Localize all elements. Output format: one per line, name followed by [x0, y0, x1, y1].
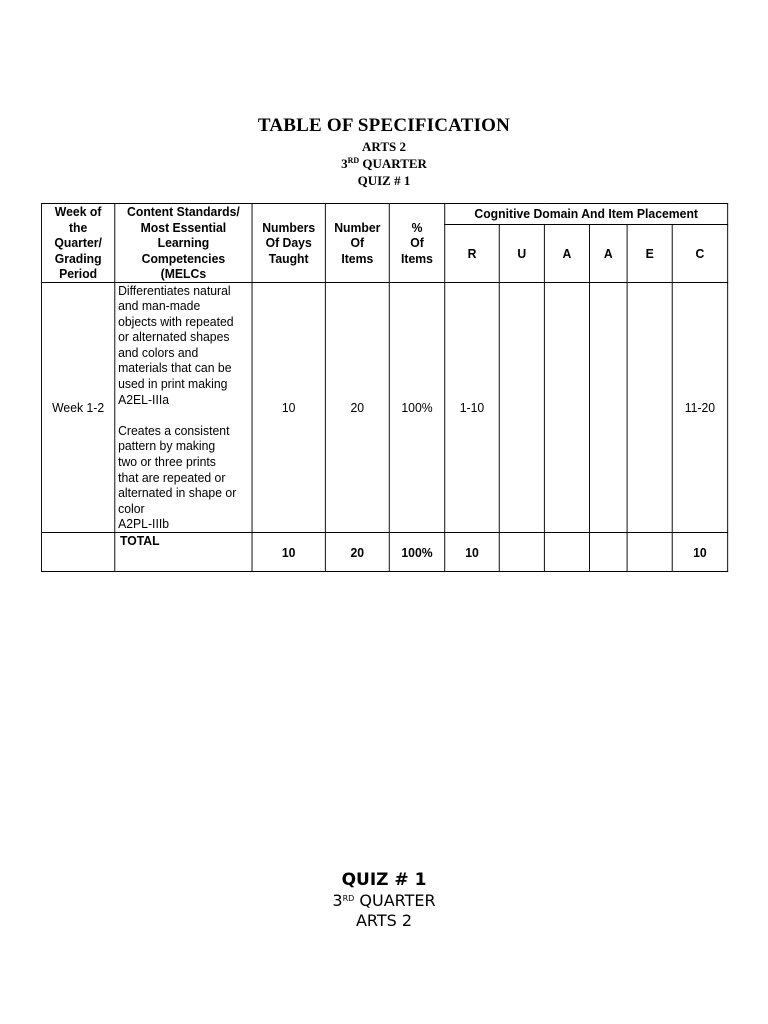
- header-cognitive-domain: Cognitive Domain And Item Placement: [445, 204, 728, 225]
- total-label: TOTAL: [115, 533, 252, 572]
- header-days-taught: Numbers Of Days Taught: [252, 204, 325, 283]
- days-cell: 10: [252, 282, 325, 533]
- total-days-cell: 10: [252, 533, 325, 572]
- total-percent-cell: 100%: [389, 533, 444, 572]
- items-cell: 20: [325, 282, 389, 533]
- total-domain-a2-cell: [589, 533, 627, 572]
- total-domain-r-cell: 10: [445, 533, 500, 572]
- footer-quarter-number: 3: [332, 891, 343, 910]
- domain-c-cell: 11-20: [672, 282, 727, 533]
- total-week-cell: [41, 533, 114, 572]
- header-domain-r: R: [445, 225, 500, 282]
- quarter-line: [0, 155, 768, 172]
- percent-cell: 100%: [389, 282, 444, 533]
- total-domain-u-cell: [499, 533, 544, 572]
- domain-u-cell: [499, 282, 544, 533]
- subject-line: ARTS 2: [362, 139, 406, 154]
- domain-e-cell: [627, 282, 672, 533]
- header-week: Week of the Quarter/ Grading Period: [41, 204, 114, 283]
- header-number-of-items: Number Of Items: [325, 204, 389, 283]
- domain-r-cell: 1-10: [445, 282, 500, 533]
- domain-a1-cell: [544, 282, 589, 533]
- total-domain-a1-cell: [544, 533, 589, 572]
- footer-quiz-title: QUIZ # 1: [341, 870, 427, 890]
- document-title: TABLE OF SPECIFICATION: [257, 115, 511, 136]
- week-cell: Week 1-2: [41, 282, 114, 533]
- quarter-number: 3: [341, 156, 348, 171]
- header-percent-of-items: % Of Items: [389, 204, 444, 283]
- total-domain-e-cell: [627, 533, 672, 572]
- header-domain-u: U: [499, 225, 544, 282]
- domain-a2-cell: [589, 282, 627, 533]
- total-domain-c-cell: 10: [672, 533, 727, 572]
- footer-quarter-line: [0, 891, 768, 911]
- competency-cell: Differentiates natural and man-made objects with repeated or alternated shapes and colors and materials that can be used in print making A2EL-IIIa Creates a consistent pattern by making two or three prints that are repeated or alternated in shape or color A2PL-IIIb: [115, 282, 252, 533]
- quiz-footer: [0, 870, 768, 931]
- header-domain-a1: A: [544, 225, 589, 282]
- quarter-superscript: RD: [347, 156, 360, 165]
- specification-table: [41, 203, 728, 572]
- footer-quarter-label: QUARTER: [354, 891, 436, 910]
- table-row: [41, 282, 727, 533]
- quiz-line: QUIZ # 1: [357, 173, 411, 188]
- header-competencies: Content Standards/ Most Essential Learning Competencies (MELCs: [115, 204, 252, 283]
- header-row-1: [41, 204, 727, 225]
- header-domain-e: E: [627, 225, 672, 282]
- total-items-cell: 20: [325, 533, 389, 572]
- document-header: [0, 114, 768, 189]
- total-row: [41, 533, 727, 572]
- footer-subject-line: ARTS 2: [355, 911, 413, 930]
- header-domain-c: C: [672, 225, 727, 282]
- quarter-label: QUARTER: [359, 156, 427, 171]
- header-domain-a2: A: [589, 225, 627, 282]
- footer-quarter-superscript: RD: [342, 894, 355, 903]
